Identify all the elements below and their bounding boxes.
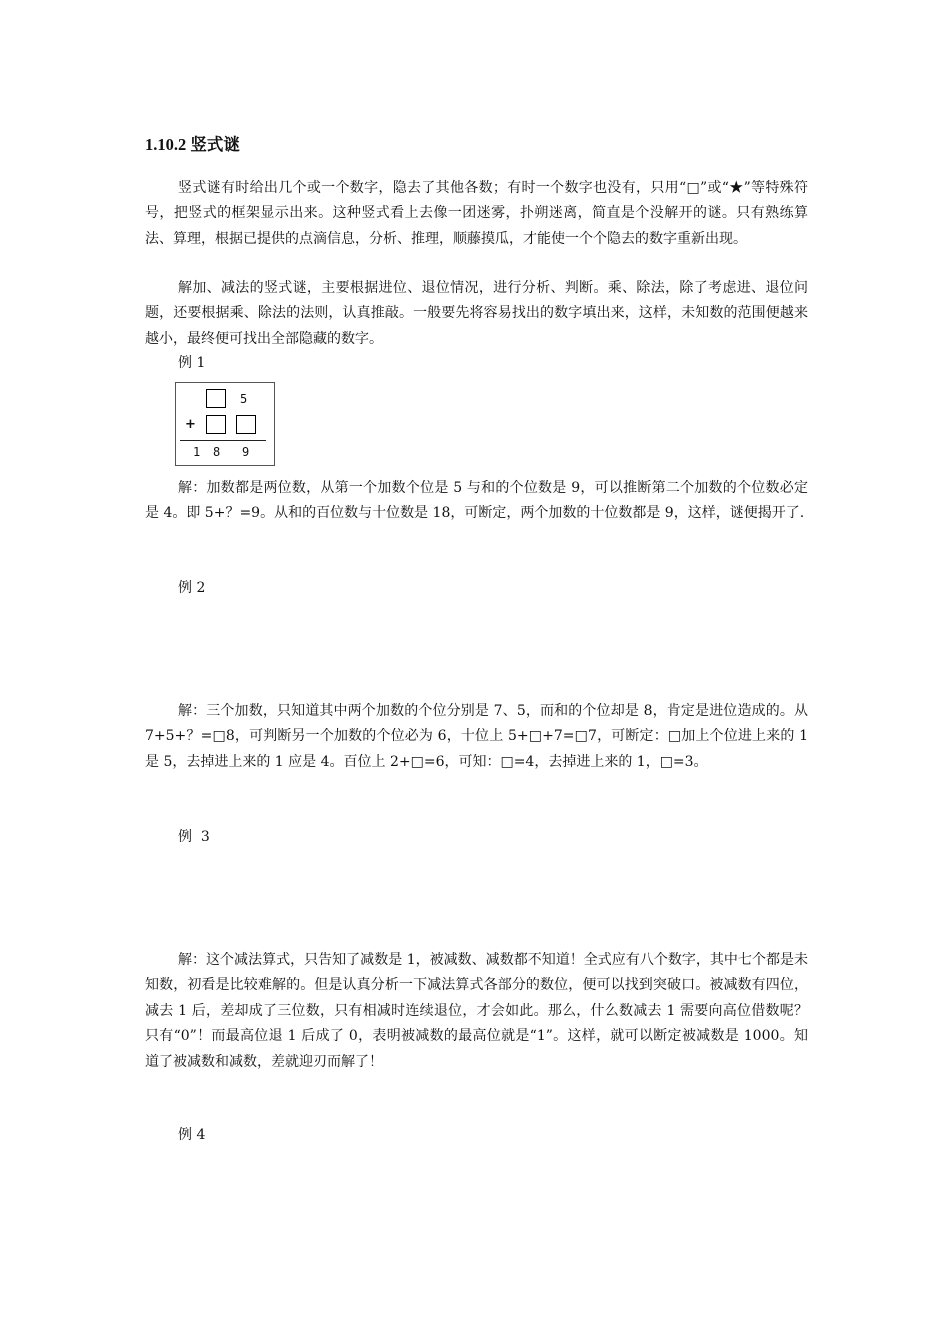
- sum-digit: 1: [193, 445, 201, 459]
- intro-paragraph-2: 解加、减法的竖式谜，主要根据进位、退位情况，进行分析、判断。乘、除法，除了考虑进、退位问题，还要根据乘、除法的法则，认真推敲。一般要先将容易找出的数字填出来，这样，未知数的范围便越来越小，最终便可找出全部隐藏的数字。: [145, 280, 808, 347]
- example-1-solution: 解：加数都是两位数，从第一个加数个位是 5 与和的个位数是 9，可以推断第二个加数的个位数必定是 4。即 5+？=9。从和的百位数与十位数是 18，可断定，两个加数的十位数都是 9，这样，谜便揭开了.: [145, 480, 808, 522]
- blank-digit-box: [206, 389, 226, 408]
- section-heading: 1.10.2 竖式谜: [145, 135, 240, 154]
- sum-digit: 8: [213, 445, 221, 459]
- example-3-label: 例 3: [178, 829, 210, 845]
- example-4-label: 例 4: [178, 1127, 206, 1143]
- blank-digit-box: [206, 415, 226, 434]
- example-2-solution: 解：三个加数，只知道其中两个加数的个位分别是 7、5，而和的个位却是 8，肯定是进位造成的。从 7+5+？=□8，可判断另一个加数的个位必为 6，十位上 5+□+7=□7，可断定：□加上个位进上来的 1 是 5，去掉进上来的 1 应是 4。百位上 2+□=6，可知：□=4，去掉进上来的 1，□=3。: [145, 703, 808, 770]
- sum-digit: 9: [242, 445, 250, 459]
- example-3-solution: 解：这个减法算式，只告知了减数是 1，被减数、减数都不知道！全式应有八个数字，其中七个都是未知数，初看是比较难解的。但是认真分析一下减法算式各部分的数位，便可以找到突破口。被减数有四位，减去 1 后，差却成了三位数，只有相减时连续退位，才会如此。那么，什么数减去 1 需要向高位借数呢？只有“0”！而最高位退 1 后成了 0，表明被减数的最高位就是“1”。这样，就可以断定被减数是 1000。知道了被减数和减数，差就迎刃而解了！: [145, 952, 808, 1070]
- example-2-label: 例 2: [178, 580, 206, 596]
- blank-digit-box: [236, 415, 256, 434]
- addition-puzzle-figure: [175, 382, 275, 466]
- example-1-label: 例 1: [178, 355, 206, 371]
- intro-paragraph-1: 竖式谜有时给出几个或一个数字，隐去了其他各数；有时一个数字也没有，只用“□”或“★”等特殊符号，把竖式的框架显示出来。这种竖式看上去像一团迷雾，扑朔迷离，简直是个没解开的谜。只有熟练算法、算理，根据已提供的点滴信息，分析、推理，顺藤摸瓜，才能使一个个隐去的数字重新出现。: [145, 180, 808, 247]
- plus-sign: +: [185, 417, 196, 432]
- puzzle-digit: 5: [240, 392, 248, 406]
- sum-line: [180, 440, 266, 441]
